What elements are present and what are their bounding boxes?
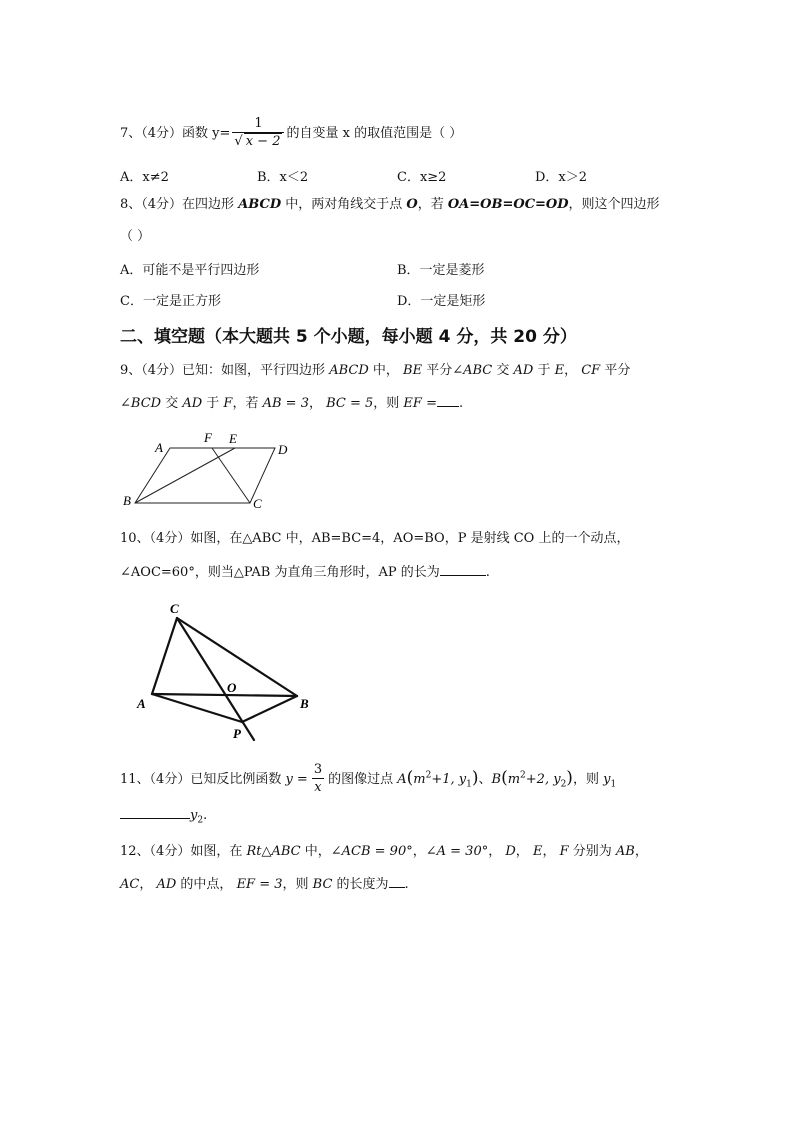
- q9-math: E: [554, 363, 565, 378]
- q9-text: ，则: [373, 396, 404, 411]
- q9-text: 交: [492, 363, 514, 378]
- q12-math: A = 30°: [436, 844, 489, 859]
- q7-frac-den: √ x − 2: [232, 132, 284, 151]
- q11-line1: 11、（4分）已知反比例函数 y = $\frac{3}{x}$ 的图像过点 $A(m^2+1$, $y_1$)、$B(m^2+2$, $y_2$)，则 $y_1$: [120, 762, 617, 795]
- q8-option-a: A．可能不是平行四边形: [120, 263, 260, 278]
- q8-mid1: 中，两对角线交于点: [281, 197, 407, 212]
- q9-math: AB = 3: [262, 396, 309, 411]
- q9-text: 于: [202, 396, 224, 411]
- q10-triangle-figure: [132, 596, 322, 746]
- q10-segment-cb: [177, 618, 297, 696]
- q8-shape: ABCD: [238, 197, 282, 212]
- q12-text: .: [404, 877, 409, 892]
- q8-condition: OA=OB=OC=OD: [447, 197, 569, 212]
- q9-math: AD: [513, 363, 534, 378]
- q9-answer-blank: [437, 393, 459, 407]
- q8-option-b: B．一定是菱形: [397, 263, 485, 278]
- q7-option-d: D．x＞2: [535, 170, 588, 185]
- q12-text: ，: [139, 877, 157, 892]
- q12-text: ，: [542, 844, 560, 859]
- q12-math: AD: [156, 877, 177, 892]
- q9-text: ，: [564, 363, 582, 378]
- q10-segment-ca: [152, 618, 177, 694]
- q12-math: AC: [120, 877, 140, 892]
- q9-text: ，若: [232, 396, 263, 411]
- q12-line1: [120, 843, 648, 861]
- q12-line2: [120, 874, 409, 894]
- q10-text: ∠AOC=60°，则当△PAB 为直角三角形时，AP 的长为: [120, 565, 440, 580]
- q11-math: +2, y: [525, 772, 561, 787]
- q11-text: 11、（4分）已知反比例函数: [120, 772, 286, 787]
- q11-frac-num: 3: [313, 762, 323, 777]
- q12-math: F: [559, 844, 569, 859]
- q9-text: 平分∠: [422, 363, 464, 378]
- q7-option-c: C．x≥2: [397, 170, 447, 185]
- q9-label-e: E: [229, 431, 237, 446]
- q11-math: +1, y: [431, 772, 467, 787]
- q10-text: .: [485, 565, 490, 580]
- q11-text: 、: [478, 772, 492, 787]
- q9-label-c: C: [253, 496, 262, 511]
- q11-math: B: [491, 772, 502, 787]
- q9-parallelogram-figure: [115, 428, 305, 518]
- q10-segment-bp: [242, 696, 297, 722]
- q8-option-d: D．一定是矩形: [397, 294, 486, 309]
- q8-suffix: ，则这个四边形: [568, 197, 660, 212]
- q8-stem: [120, 196, 660, 214]
- q12-text: 的中点，: [176, 877, 237, 892]
- q11-fraction: [310, 762, 326, 797]
- q9-math: BE: [403, 363, 423, 378]
- section-fill-in-title: 二、填空题（本大题共 5 个小题，每小题 4 分，共 20 分）: [120, 327, 577, 347]
- q12-text: ，: [488, 844, 506, 859]
- q10-line1: 10、（4分）如图，在△ABC 中，AB=BC=4，AO=BO，P 是射线 CO 上的一个动点，: [120, 531, 630, 546]
- q11-text: .: [203, 808, 208, 823]
- q9-math: F: [223, 396, 233, 411]
- q7-prefix: 7、（4分）函数 y=: [120, 126, 231, 141]
- q12-math: ACB = 90°: [341, 844, 413, 859]
- q11-math: 1: [466, 779, 472, 790]
- q12-text: 12、（4分）如图，在: [120, 844, 247, 859]
- q8-mid2: ，若: [417, 197, 448, 212]
- q10-label-c: C: [170, 601, 179, 616]
- q8-option-c: C．一定是正方形: [120, 294, 221, 309]
- q11-math: A: [397, 772, 407, 787]
- q10-label-o: O: [227, 680, 237, 695]
- q12-math: EF = 3: [236, 877, 283, 892]
- q10-label-p: P: [233, 726, 241, 741]
- q12-text: ，: [634, 844, 648, 859]
- q10-answer-blank: [440, 562, 486, 576]
- q7-frac-num: 1: [254, 116, 263, 131]
- q7-suffix: 的自变量 x 的取值范围是（ ）: [286, 126, 463, 141]
- q9-math: ABC: [463, 363, 493, 378]
- q11-math: m: [413, 772, 426, 787]
- q11-frac-den: x: [314, 780, 322, 795]
- q9-text: 平分: [600, 363, 631, 378]
- q11-math: 2: [197, 815, 204, 826]
- q8-point: O: [406, 197, 418, 212]
- q12-text: 中，∠: [300, 844, 342, 859]
- q9-segment-cf: [212, 448, 250, 503]
- q9-label-f: F: [204, 430, 212, 445]
- q12-text: 分别为: [568, 844, 616, 859]
- q11-math: y: [190, 808, 198, 823]
- q12-text: 的长度为: [332, 877, 389, 892]
- q11-math: 2: [560, 779, 567, 790]
- q9-text: ∠: [120, 396, 131, 411]
- q7-stem: [120, 116, 462, 151]
- q12-math: Rt△ABC: [246, 844, 301, 859]
- q12-text: ，∠: [412, 844, 437, 859]
- q10-label-b: B: [300, 696, 309, 711]
- q11-math: y =: [285, 772, 308, 787]
- q9-label-a: A: [155, 440, 163, 455]
- q11-math: y: [603, 772, 611, 787]
- q11-math: 1: [610, 779, 617, 790]
- q9-math: EF =: [403, 396, 437, 411]
- q10-line2: [120, 562, 490, 582]
- q9-text: 9、（4分）已知：如图，平行四边形: [120, 363, 330, 378]
- q10-label-a: A: [137, 696, 146, 711]
- q9-math: BCD: [130, 396, 162, 411]
- q11-text: ，则: [572, 772, 604, 787]
- q9-math: ABCD: [329, 363, 369, 378]
- q9-text: ，: [308, 396, 327, 411]
- q9-line2: [120, 393, 463, 413]
- q12-math: D: [505, 844, 516, 859]
- q12-math: BC: [312, 877, 333, 892]
- q7-sqrt-content: x − 2: [245, 134, 281, 149]
- q11-line2: [120, 805, 207, 830]
- q9-math: CF: [581, 363, 601, 378]
- q9-segment-be: [135, 448, 235, 503]
- q9-text: 中，: [368, 363, 404, 378]
- q9-text: 交: [161, 396, 183, 411]
- q9-text: .: [458, 396, 464, 411]
- q11-text: 的图像过点: [328, 772, 398, 787]
- q12-math: AB: [615, 844, 635, 859]
- q9-text: 于: [533, 363, 555, 378]
- q9-math: AD: [182, 396, 203, 411]
- q9-label-b: B: [123, 493, 131, 508]
- q12-text: ，: [515, 844, 533, 859]
- q9-parallelogram: [135, 448, 275, 503]
- q9-line1: [120, 362, 630, 380]
- q11-answer-blank: [120, 805, 190, 819]
- q11-math: m: [507, 772, 521, 787]
- q7-fraction: [232, 116, 284, 151]
- q7-option-a: A．x≠2: [120, 170, 169, 185]
- q7-option-b: B．x＜2: [257, 170, 309, 185]
- q9-math: BC = 5: [326, 396, 374, 411]
- q12-math: E: [532, 844, 543, 859]
- q12-answer-blank: [389, 874, 405, 888]
- q8-paren: （ ）: [120, 229, 151, 244]
- q9-label-d: D: [278, 442, 288, 457]
- q8-prefix: 8、（4分）在四边形: [120, 197, 239, 212]
- q12-text: ，则: [282, 877, 313, 892]
